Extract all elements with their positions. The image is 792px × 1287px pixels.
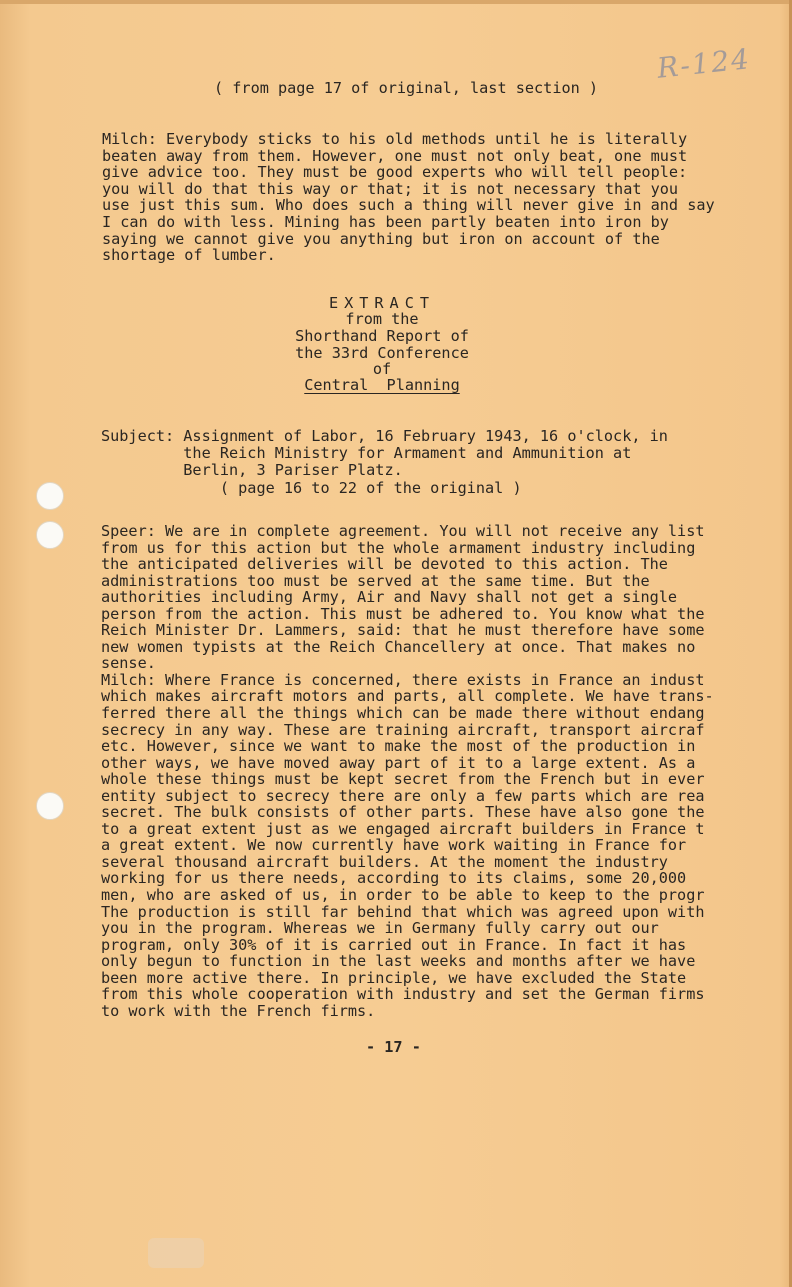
page-top-edge bbox=[0, 0, 792, 4]
paragraph-speer-milch-line: Reich Minister Dr. Lammers, said: that he must therefore have some bbox=[101, 621, 705, 640]
punch-hole bbox=[36, 482, 64, 510]
paragraph-speer-milch-line: secret. The bulk consists of other parts. These have also gone the bbox=[101, 803, 705, 822]
punch-hole bbox=[36, 521, 64, 549]
paragraph-milch-1-line: you will do that this way or that; it is not necessary that you bbox=[102, 179, 679, 198]
paragraph-speer-milch-line: whole these things must be kept secret from the French but in ever bbox=[101, 770, 705, 789]
paragraph-speer-milch-line: etc. However, since we want to make the most of the production in bbox=[101, 737, 696, 756]
paragraph-speer-milch-line: Milch: Where France is concerned, there exists in France an indust bbox=[101, 670, 705, 689]
paragraph-speer-milch-line: sense. bbox=[101, 654, 156, 673]
paragraph-milch-1-line: shortage of lumber. bbox=[102, 246, 276, 265]
extract-subtitle-5 bbox=[0, 377, 778, 394]
paragraph-milch-1-line: use just this sum. Who does such a thing will never give in and say bbox=[102, 196, 715, 215]
paragraph-speer-milch-line: The production is still far behind that which was agreed upon with bbox=[101, 902, 705, 921]
subject-block-line: ( page 16 to 22 of the original ) bbox=[101, 478, 522, 497]
paragraph-speer-milch-line: authorities including Army, Air and Navy shall not get a single bbox=[101, 588, 678, 607]
paragraph-speer-milch-line: several thousand aircraft builders. At the moment the industry bbox=[101, 852, 668, 871]
paragraph-speer-milch-line: to a great extent just as we engaged aircraft builders in France t bbox=[101, 819, 705, 838]
handwritten-note: R-124 bbox=[655, 42, 753, 85]
paragraph-speer-milch-line: person from the action. This must be adhered to. You know what the bbox=[101, 604, 705, 623]
paragraph-speer-milch-line: entity subject to secrecy there are only a few parts which are rea bbox=[101, 786, 705, 805]
extract-subtitle-4: of bbox=[372, 360, 392, 378]
subject-block-line: the Reich Ministry for Armament and Ammunition at bbox=[101, 444, 632, 463]
paragraph-speer-milch-line: a great extent. We now currently have work waiting in France for bbox=[101, 836, 687, 855]
subject-block-line: Subject: Assignment of Labor, 16 February 1943, 16 o'clock, in bbox=[101, 427, 668, 445]
paragraph-milch-1-line: Milch: Everybody sticks to his old methods until he is literally bbox=[102, 130, 688, 148]
central-planning-underlined: Central Planning bbox=[304, 376, 460, 394]
paragraph-speer-milch bbox=[101, 523, 714, 1019]
paragraph-speer-milch-line: men, who are asked of us, in order to be able to keep to the progr bbox=[101, 886, 705, 905]
paragraph-milch-1-line: saying we cannot give you anything but iron on account of the bbox=[102, 229, 660, 248]
subject-block-line: Berlin, 3 Pariser Platz. bbox=[101, 461, 403, 480]
extract-subtitle-3: the 33rd Conference bbox=[295, 344, 469, 362]
paragraph-speer-milch-line: other ways, we have moved away part of it to a large extent. As a bbox=[101, 753, 696, 772]
subject-block bbox=[101, 428, 668, 497]
paragraph-speer-milch-line: secrecy in any way. These are training aircraft, transport aircraf bbox=[101, 720, 705, 739]
header-note: ( from page 17 of original, last section ) bbox=[214, 79, 599, 97]
paragraph-milch-1 bbox=[102, 131, 715, 264]
paragraph-speer-milch-line: only begun to function in the last weeks and months after we have bbox=[101, 952, 696, 971]
paragraph-speer-milch-line: been more active there. In principle, we have excluded the State bbox=[101, 968, 687, 987]
paragraph-speer-milch-line: Speer: We are in complete agreement. You will not receive any list bbox=[101, 522, 705, 540]
paragraph-speer-milch-line: working for us there needs, according to its claims, some 20,000 bbox=[101, 869, 687, 888]
paragraph-speer-milch-line: administrations too must be served at the same time. But the bbox=[101, 571, 650, 590]
paragraph-speer-milch-line: program, only 30% of it is carried out in France. In fact it has bbox=[101, 935, 687, 954]
paragraph-speer-milch-line: to work with the French firms. bbox=[101, 1001, 376, 1020]
paper-smudge bbox=[148, 1238, 204, 1268]
paragraph-milch-1-line: give advice too. They must be good experts who will tell people: bbox=[102, 163, 688, 182]
paragraph-speer-milch-line: from us for this action but the whole armament industry including bbox=[101, 538, 696, 557]
paragraph-speer-milch-line: you in the program. Whereas we in Germany fully carry out our bbox=[101, 919, 659, 938]
paragraph-speer-milch-line: ferred there all the things which can be made there without endang bbox=[101, 704, 705, 723]
extract-subtitle-1: from the bbox=[345, 310, 419, 328]
page-number: - 17 - bbox=[366, 1038, 421, 1056]
punch-hole bbox=[36, 792, 64, 820]
extract-subtitle-2: Shorthand Report of bbox=[295, 327, 469, 345]
paragraph-milch-1-line: I can do with less. Mining has been partly beaten into iron by bbox=[102, 212, 669, 231]
paragraph-milch-1-line: beaten away from them. However, one must not only beat, one must bbox=[102, 146, 688, 165]
extract-title: EXTRACT bbox=[328, 294, 435, 312]
paragraph-speer-milch-line: new women typists at the Reich Chancellery at once. That makes no bbox=[101, 637, 696, 656]
paragraph-speer-milch-line: from this whole cooperation with industry and set the German firms bbox=[101, 985, 705, 1004]
paragraph-speer-milch-line: which makes aircraft motors and parts, all complete. We have trans- bbox=[101, 687, 714, 706]
paragraph-speer-milch-line: the anticipated deliveries will be devoted to this action. The bbox=[101, 555, 668, 574]
